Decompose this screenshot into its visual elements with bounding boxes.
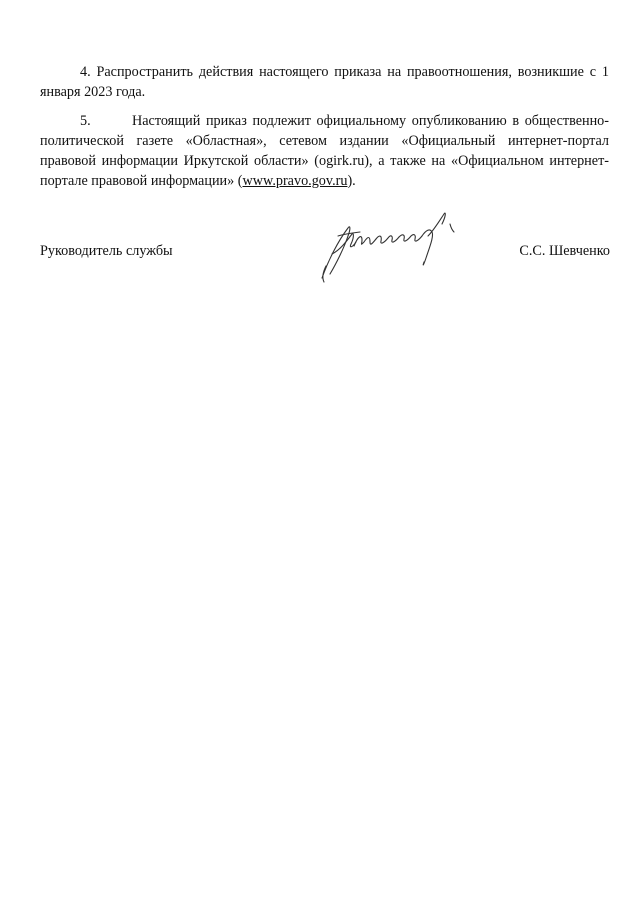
paragraph-4 [40,62,609,102]
paragraph-5-text: Настоящий приказ подлежит официальному опубликованию в общественно-политической газете «Областная», сетевом издании «Официальный интернет-портал правовой информации Иркутской области» (ogirk.ru), а также на «Официальном интернет-портале правовой информации» ( [40,113,609,189]
signer-name: С.С. Шевченко [519,243,610,259]
signer-role: Руководитель службы [40,243,173,259]
paragraph-5 [40,111,609,191]
paragraph-5-number: 5. [80,113,91,129]
paragraph-4-text: 4. Распространить действия настоящего приказа на правоотношения, возникшие с 1 января 2023 года. [40,64,609,100]
pravo-gov-link[interactable]: www.pravo.gov.ru [242,173,348,189]
handwritten-signature [318,206,468,286]
paragraph-5-text-end: ). [347,173,356,189]
